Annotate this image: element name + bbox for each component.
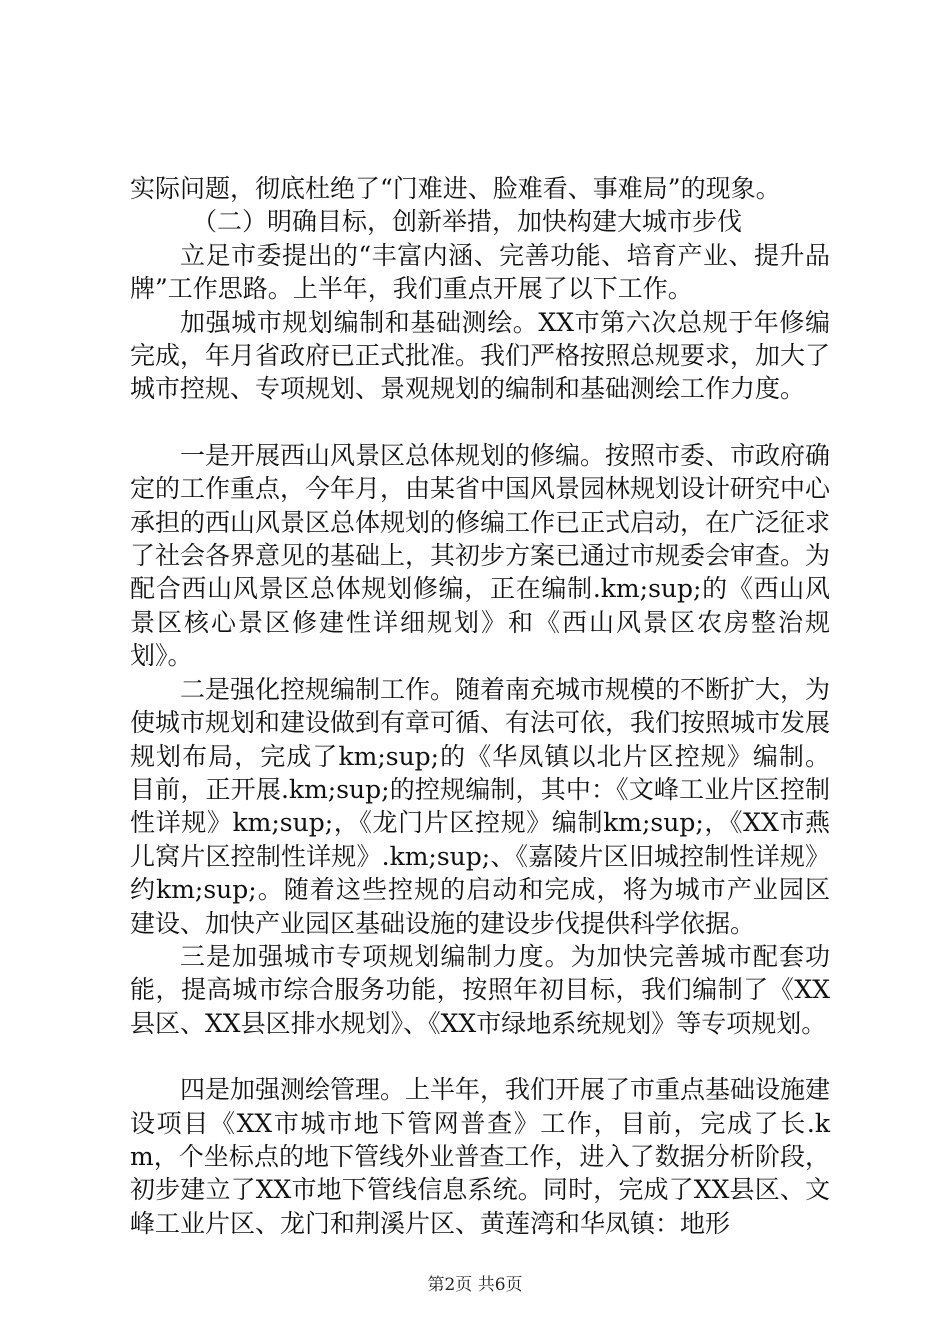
section-heading: （二）明确目标，创新举措，加快构建大城市步伐 [192,207,743,237]
page-number-footer: 第2页 共6页 [427,1275,523,1295]
paragraph-continuation: 实际问题，彻底杜绝了“门难进、脸难看、事难局”的现象。 [130,174,781,203]
paragraph-item-4: 四是加强测绘管理。上半年，我们开展了市重点基础设施建设项目《XX市城市地下管网普查》工作，目前，完成了长.km，个坐标点的地下管线外业普查工作，进入了数据分析阶段，初步建立了XX市地下管线信息系统。同时，完成了XX县区、文峰工业片区、龙门和荆溪片区、黄莲湾和华凤镇：地形 [130,1075,831,1238]
paragraph-intro: 立足市委提出的“丰富内涵、完善功能、培育产业、提升品牌”工作思路。上半年，我们重点开展了以下工作。 [130,240,830,304]
document-body [130,172,830,1240]
paragraph-item-1: 一是开展西山风景区总体规划的修编。按照市委、市政府确定的工作重点，今年月，由某省中国风景园林规划设计研究中心承担的西山风景区总体规划的修编工作已正式启动，在广泛征求了社会各界意见的基础上，其初步方案已通过市规委会审查。为配合西山风景区总体规划修编，正在编制.km;sup;的《西山风景区核心景区修建性详细规划》和《西山风景区农房整治规划》。 [130,440,831,671]
paragraph-planning: 加强城市规划编制和基础测绘。XX市第六次总规于年修编完成，年月省政府已正式批准。我们严格按照总规要求，加大了城市控规、专项规划、景观规划的编制和基础测绘工作力度。 [130,307,831,404]
paragraph-item-2: 二是强化控规编制工作。随着南充城市规模的不断扩大，为使城市规划和建设做到有章可循、有法可依，我们按照城市发展规划布局，完成了km;sup;的《华凤镇以北片区控规》编制。目前，正开展.km;sup;的控规编制，其中：《文峰工业片区控制性详规》km;sup;，《龙门片区控规》编制km;sup;，《XX市燕儿窝片区控制性详规》.km;sup;、《嘉陵片区旧城控制性详规》约km;sup;。随着这些控规的启动和完成，将为城市产业园区建设、加快产业园区基础设施的建设步伐提供科学依据。 [130,674,831,938]
paragraph-item-3: 三是加强城市专项规划编制力度。为加快完善城市配套功能，提高城市综合服务功能，按照年初目标，我们编制了《XX县区、XX县区排水规划》、《XX市绿地系统规划》等专项规划。 [130,941,830,1038]
